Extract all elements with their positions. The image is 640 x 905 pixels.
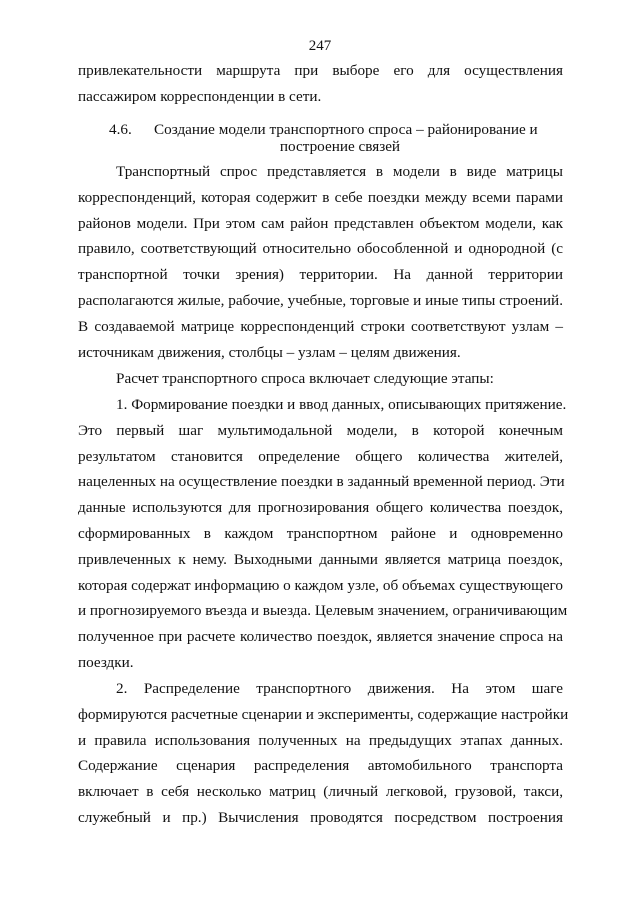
text-line: включает в себя несколько матриц (личный легковой, грузовой, такси, [78,783,563,801]
paragraph-transport-demand [78,159,563,365]
section-heading-line [0,121,640,138]
text-line: данные используются для прогнозирования общего количества поездок, [78,499,563,517]
text-line: Расчет транспортного спроса включает следующие этапы: [116,370,494,387]
text-line: сформированных в каждом транспортном районе и одновременно [78,524,563,542]
text-line: результатом становится определение общего количества жителей, [78,447,563,465]
text-line: пассажиром корреспонденции в сети. [78,87,322,105]
text-line: 1. Формирование поездки и ввод данных, описывающих притяжение. [116,396,567,413]
text-line: источникам движения, столбцы – узлам – целям движения. [78,343,461,361]
section-title: Создание модели транспортного спроса – районирование и [154,121,538,138]
text-line: Содержание сценария распределения автомобильного транспорта [78,757,563,775]
text-line: нацеленных на осуществление поездки в заданный временной период. Эти [78,473,565,491]
text-line: располагаются жилые, рабочие, учебные, торговые и иные типы строений. [78,291,563,309]
text-line: правило, соответствующий относительно обособленной и однородной (с [78,240,563,258]
text-line: привлекательности маршрута при выборе его для осуществления [78,62,563,79]
paragraph-stage-1 [78,392,568,676]
text-line: и прогнозируемого въезда и выезда. Целевым значением, ограничивающим [78,602,568,620]
text-line: привлеченных к нему. Выходными данными является матрица поездок, [78,550,563,568]
text-line: и правила использования полученных на предыдущих этапах данных. [78,731,563,749]
text-line: поездки. [78,653,134,671]
section-number: 4.6. [109,121,132,138]
paragraph-stage-2 [78,676,569,831]
section-title-continued: построение связей [279,138,401,155]
text-line: формируются расчетные сценарии и эксперименты, содержащие настройки [78,705,569,723]
text-line: Это первый шаг мультимодальной модели, в которой конечным [78,421,563,439]
intro-paragraph [78,58,563,110]
text-line: Транспортный спрос представляется в модели в виде матрицы [116,163,563,180]
text-line: транспортной точки зрения) территории. На данной территории [78,266,563,284]
text-line: районов модели. При этом сам район представлен объектом модели, как [78,214,563,232]
section-heading [0,121,640,155]
text-line: полученное при расчете количество поездок, является значение спроса на [78,628,563,646]
text-line: 2. Распределение транспортного движения. На этом шаге [116,680,563,697]
text-line: В создаваемой матрице корреспонденций строки соответствуют узлам – [78,317,563,335]
page-number: 247 [308,38,332,54]
text-line: служебный и пр.) Вычисления проводятся посредством построения [78,808,563,826]
text-line: которая содержат информацию о каждом узле, об объемах существующего [78,576,563,594]
paragraph-stages-intro [78,366,563,392]
text-line: корреспонденций, которая содержит в себе поездки между всеми парами [78,188,563,206]
